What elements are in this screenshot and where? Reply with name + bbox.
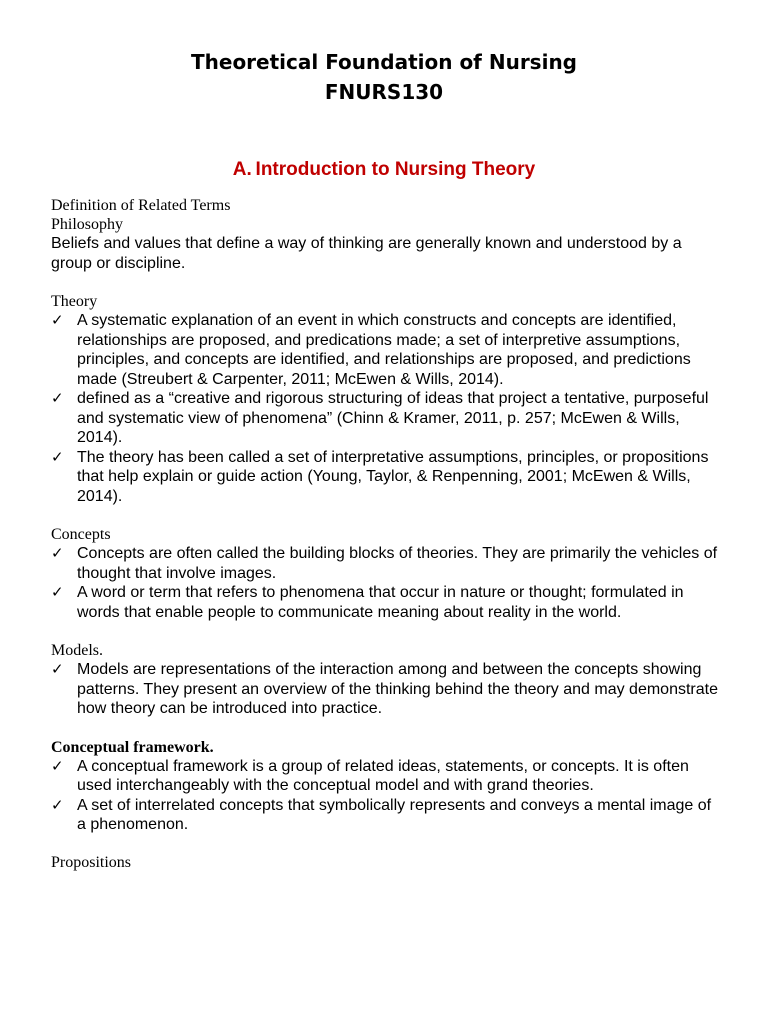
term-philosophy: Philosophy: [51, 216, 124, 233]
list-item: ✓ The theory has been called a set of interpretative assumptions, principles, or propositions that help explain or guide action (Young, Taylor, & Renpenning, 2001; McEwen & Wills, 2014).: [51, 447, 709, 505]
list-item: ✓ Concepts are often called the building blocks of theories. They are primarily the vehicles of thought that involve images.: [51, 544, 718, 582]
checkmark-icon: ✓: [51, 756, 64, 775]
term-theory: Theory: [51, 293, 98, 310]
section-heading: A. Introduction to Nursing Theory: [232, 159, 536, 180]
checkmark-icon: ✓: [51, 447, 64, 466]
checkmark-icon: ✓: [51, 389, 64, 407]
philosophy-definition: Beliefs and values that define a way of thinking are generally known and understood by a group or discipline.: [51, 235, 682, 272]
document-title: Theoretical Foundation of Nursing: [191, 50, 577, 74]
term-concepts: Concepts: [51, 526, 111, 543]
checkmark-icon: ✓: [51, 583, 64, 601]
term-conceptual-framework: Conceptual framework.: [51, 738, 214, 756]
list-item: ✓ A systematic explanation of an event in which constructs and concepts are identified, relationships are proposed, and predications made; a set of interpretive assumptions, principles, and concepts are identified, and relationships are proposed, and predictions made (Streubert & Carpenter, 2011; McEwen & Wills, 2014).: [51, 311, 691, 388]
term-models: Models.: [51, 642, 103, 659]
theory-list: [51, 311, 721, 506]
list-item: ✓ A conceptual framework is a group of related ideas, statements, or concepts. It is often used interchangeably with the conceptual model and with grand theories.: [51, 756, 689, 794]
list-item: ✓ A word or term that refers to phenomena that occur in nature or thought; formulated in words that enable people to communicate meaning about reality in the world.: [51, 583, 684, 621]
checkmark-icon: ✓: [51, 660, 64, 678]
checkmark-icon: ✓: [51, 311, 64, 329]
list-item: ✓ A set of interrelated concepts that symbolically represents and conveys a mental image of a phenomenon.: [51, 795, 712, 833]
checkmark-icon: ✓: [51, 544, 64, 562]
term-propositions: Propositions: [51, 853, 132, 871]
list-item: ✓ defined as a “creative and rigorous structuring of ideas that project a tentative, purposeful and systematic view of phenomena” (Chinn & Kramer, 2011, p. 257; McEwen & Wills, 2014).: [51, 389, 709, 446]
checkmark-icon: ✓: [51, 795, 64, 814]
document-body: [51, 196, 721, 872]
list-item: ✓ Models are representations of the interaction among and between the concepts showing patterns. They present an overview of the thinking behind the theory and may demonstrate how theory can be introduced into practice.: [51, 660, 718, 717]
models-list: [51, 660, 721, 719]
course-code: FNURS130: [324, 80, 444, 104]
concepts-list: [51, 544, 721, 622]
definition-heading: Definition of Related Terms: [51, 197, 231, 214]
conceptual-framework-list: [51, 757, 721, 835]
